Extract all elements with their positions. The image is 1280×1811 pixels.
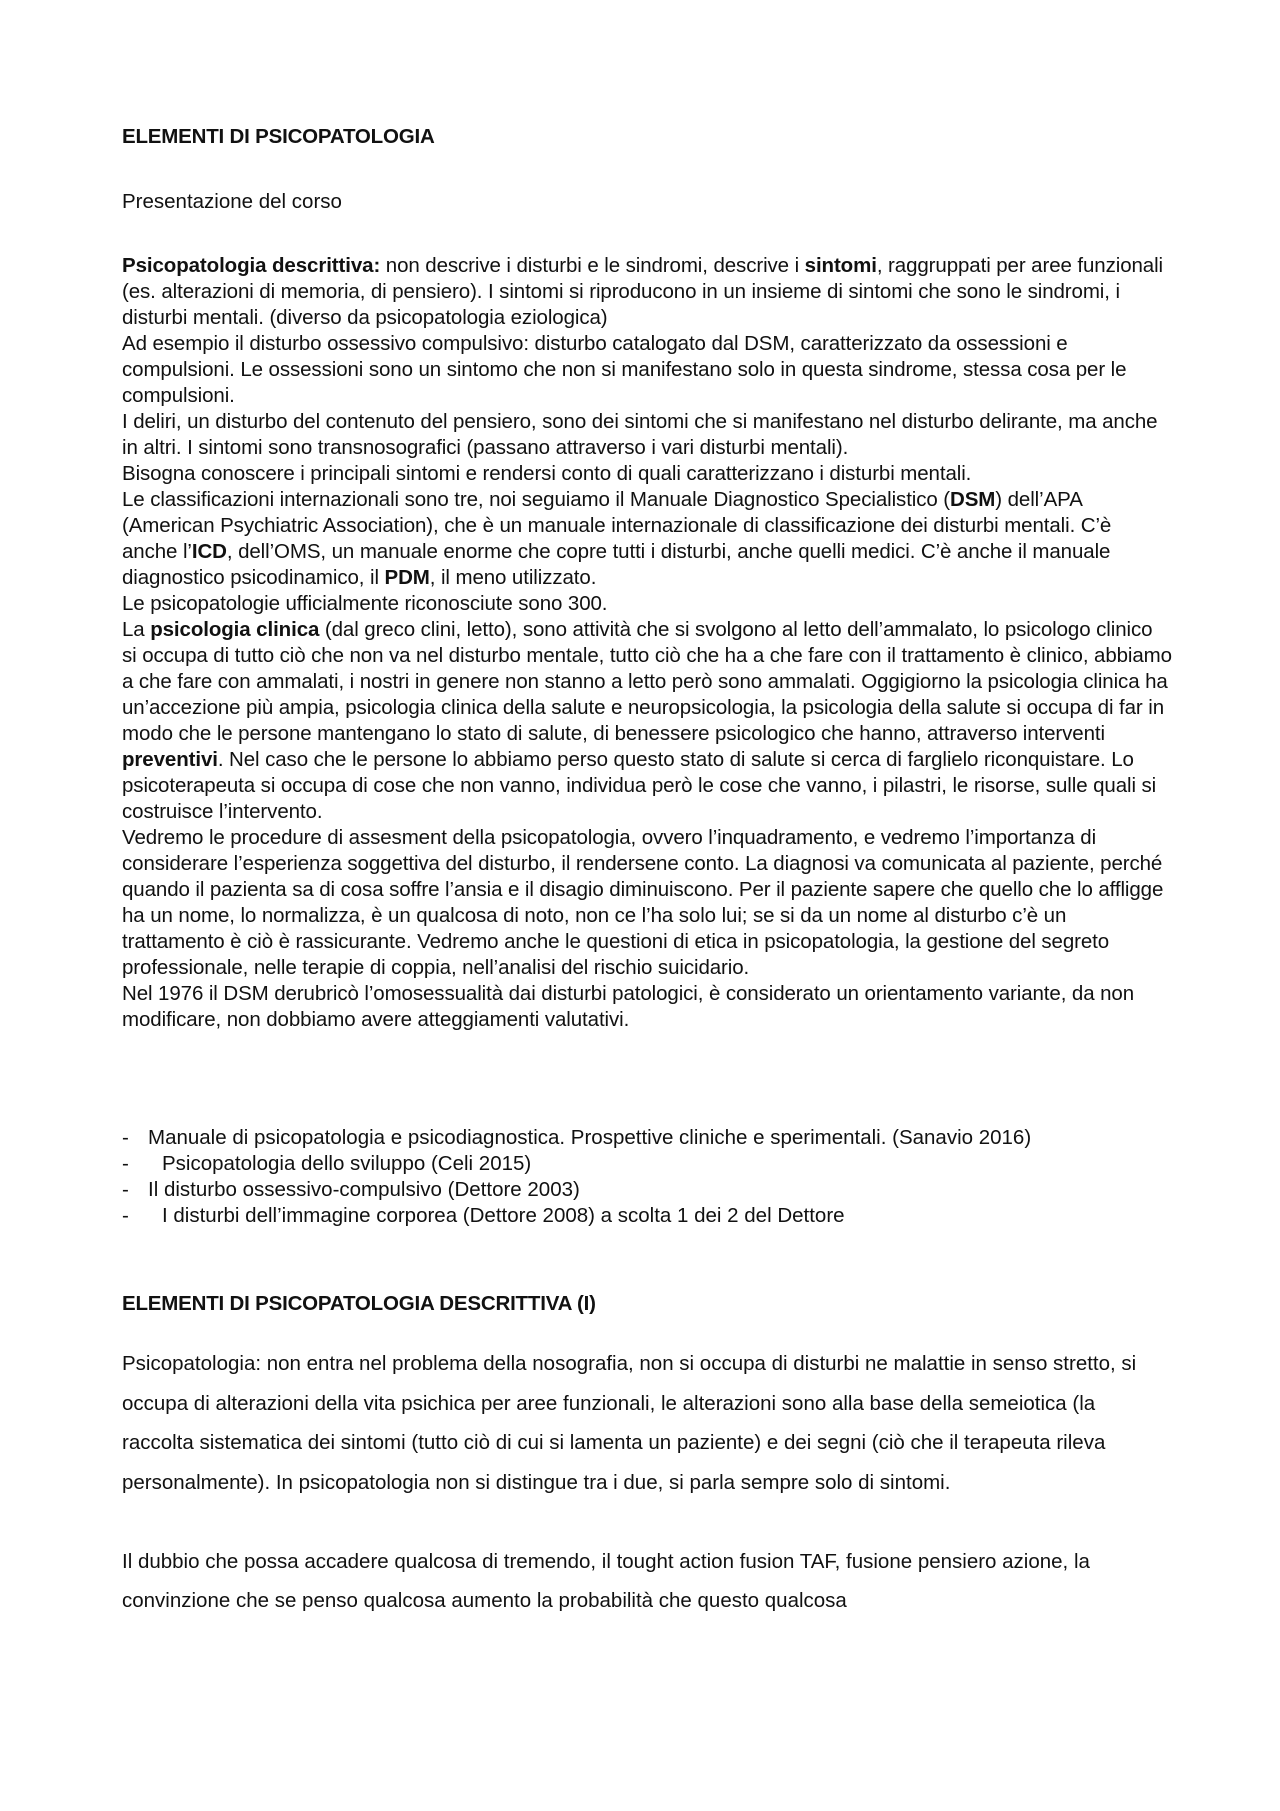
paragraph-dsm-1976: Nel 1976 il DSM derubricò l’omosessualità dai disturbi patologici, è considerato un orientamento variante, da non modificare, non dobbiamo avere atteggiamenti valutativi. bbox=[122, 982, 1134, 1031]
paragraph-recognized-count: Le psicopatologie ufficialmente riconosciute sono 300. bbox=[122, 592, 608, 615]
paragraph-classifications bbox=[122, 487, 1172, 591]
bold-term: PDM bbox=[384, 566, 430, 589]
text-run: La bbox=[122, 618, 151, 641]
intro-text bbox=[122, 253, 1172, 1033]
bold-term: psicologia clinica bbox=[150, 618, 320, 641]
paragraph-delusions: I deliri, un disturbo del contenuto del pensiero, sono dei sintomi che si manifestano nel disturbo delirante, ma anche in altri. I sintomi sono transnosografici (passano attraverso i vari disturbi mentali). bbox=[122, 410, 1158, 459]
bold-term: DSM bbox=[950, 488, 996, 511]
bold-term: Psicopatologia descrittiva: bbox=[122, 254, 381, 277]
bold-term: sintomi bbox=[804, 254, 877, 277]
reference-item: - I disturbi dell’immagine corporea (Dettore 2008) a scolta 1 dei 2 del Dettore bbox=[122, 1203, 1172, 1229]
paragraph-taf: Il dubbio che possa accadere qualcosa di tremendo, il tought action fusion TAF, fusione pensiero azione, la convinzione che se penso qualcosa aumento la probabilità che questo qualcosa bbox=[122, 1549, 1090, 1612]
text-run: Le classificazioni internazionali sono tre, noi seguiamo il Manuale Diagnostico Specialistico ( bbox=[122, 488, 951, 511]
text-run: ) dell’APA (American Psychiatric Association), che è un manuale internazionale di classificazione dei disturbi mentali. C’è anche l’ bbox=[122, 488, 1112, 563]
bold-term: preventivi bbox=[122, 748, 218, 771]
paragraph-psychopathology-definition: Psicopatologia: non entra nel problema della nosografia, non si occupa di disturbi ne malattie in senso stretto, si occupa di alterazioni della vita psichica per aree funzionali, le alterazioni sono alla base della semeiotica (la raccolta sistematica dei sintomi (tutto ciò di cui si lamenta un paziente) e dei segni (ciò che il terapeuta rileva personalmente). In psicopatologia non si distingue tra i due, si parla sempre solo di sintomi. bbox=[122, 1352, 1137, 1494]
reference-item: - Manuale di psicopatologia e psicodiagnostica. Prospettive cliniche e sperimentali. (Sanavio 2016) bbox=[122, 1125, 1172, 1151]
document-title: ELEMENTI DI PSICOPATOLOGIA bbox=[122, 125, 435, 148]
paragraph-assessment: Vedremo le procedure di assesment della psicopatologia, ovvero l’inquadramento, e vedremo l’importanza di considerare l’esperienza soggettiva del disturbo, il rendersene conto. La diagnosi va comunicata al paziente, perché quando il pazienta sa di cosa soffre l’ansia e il disagio diminuiscono. Per il paziente sapere che quello che lo affligge ha un nome, lo normalizza, è un qualcosa di noto, non ce l’ha solo lui; se si da un nome al disturbo c’è un trattamento è ciò è rassicurante. Vedremo anche le questioni di etica in psicopatologia, la gestione del segreto professionale, nelle terapie di coppia, nell’analisi del rischio suicidario. bbox=[122, 826, 1164, 979]
course-presentation-subtitle: Presentazione del corso bbox=[122, 190, 342, 213]
text-run: . Nel caso che le persone lo abbiamo perso questo stato di salute si cerca di farglielo riconquistare. Lo psicoterapeuta si occupa di cose che non vanno, individua però le cose che vanno, i pilastri, le risorse, sulle quali si costruisce l’intervento. bbox=[122, 748, 1157, 823]
text-run: non descrive i disturbi e le sindromi, descrive i bbox=[380, 254, 805, 277]
paragraph-descriptive-psychopathology bbox=[122, 253, 1172, 331]
paragraph-main-symptoms: Bisogna conoscere i principali sintomi e rendersi conto di quali caratterizzano i disturbi mentali. bbox=[122, 462, 972, 485]
text-run: , raggruppati per aree funzionali (es. alterazioni di memoria, di pensiero). I sintomi si riproducono in un insieme di sintomi che sono le sindromi, i disturbi mentali. (diverso da psicopatologia eziologica) bbox=[122, 254, 1164, 329]
reference-list bbox=[122, 1125, 1172, 1229]
section-title: ELEMENTI DI PSICOPATOLOGIA DESCRITTIVA (I) bbox=[122, 1292, 596, 1315]
text-run: (dal greco clini, letto), sono attività che si svolgono al letto dell’ammalato, lo psicologo clinico si occupa di tutto ciò che non va nel disturbo mentale, tutto ciò che ha a che fare con il trattamento è clinico, abbiamo a che fare con ammalati, i nostri in genere non stanno a letto però sono ammalati. Oggigiorno la psicologia clinica ha un’accezione più ampia, psicologia clinica della salute e neuropsicologia, la psicologia della salute si occupa di far in modo che le persone mantengano lo stato di salute, di benessere psicologico che hanno, attraverso interventi bbox=[122, 618, 1172, 745]
bold-term: ICD bbox=[191, 540, 227, 563]
text-run: , il meno utilizzato. bbox=[429, 566, 597, 589]
text-run: , dell’OMS, un manuale enorme che copre tutti i disturbi, anche quelli medici. C’è anche il manuale diagnostico psicodinamico, il bbox=[122, 540, 1111, 589]
reference-item: - Il disturbo ossessivo-compulsivo (Dettore 2003) bbox=[122, 1177, 1172, 1203]
paragraph-ocd-example: Ad esempio il disturbo ossessivo compulsivo: disturbo catalogato dal DSM, caratterizzato da ossessioni e compulsioni. Le ossessioni sono un sintomo che non si manifestano solo in questa sindrome, stessa cosa per le compulsioni. bbox=[122, 332, 1127, 407]
section-body bbox=[122, 1344, 1172, 1621]
reference-item: - Psicopatologia dello sviluppo (Celi 2015) bbox=[122, 1151, 1172, 1177]
paragraph-clinical-psychology bbox=[122, 617, 1172, 825]
